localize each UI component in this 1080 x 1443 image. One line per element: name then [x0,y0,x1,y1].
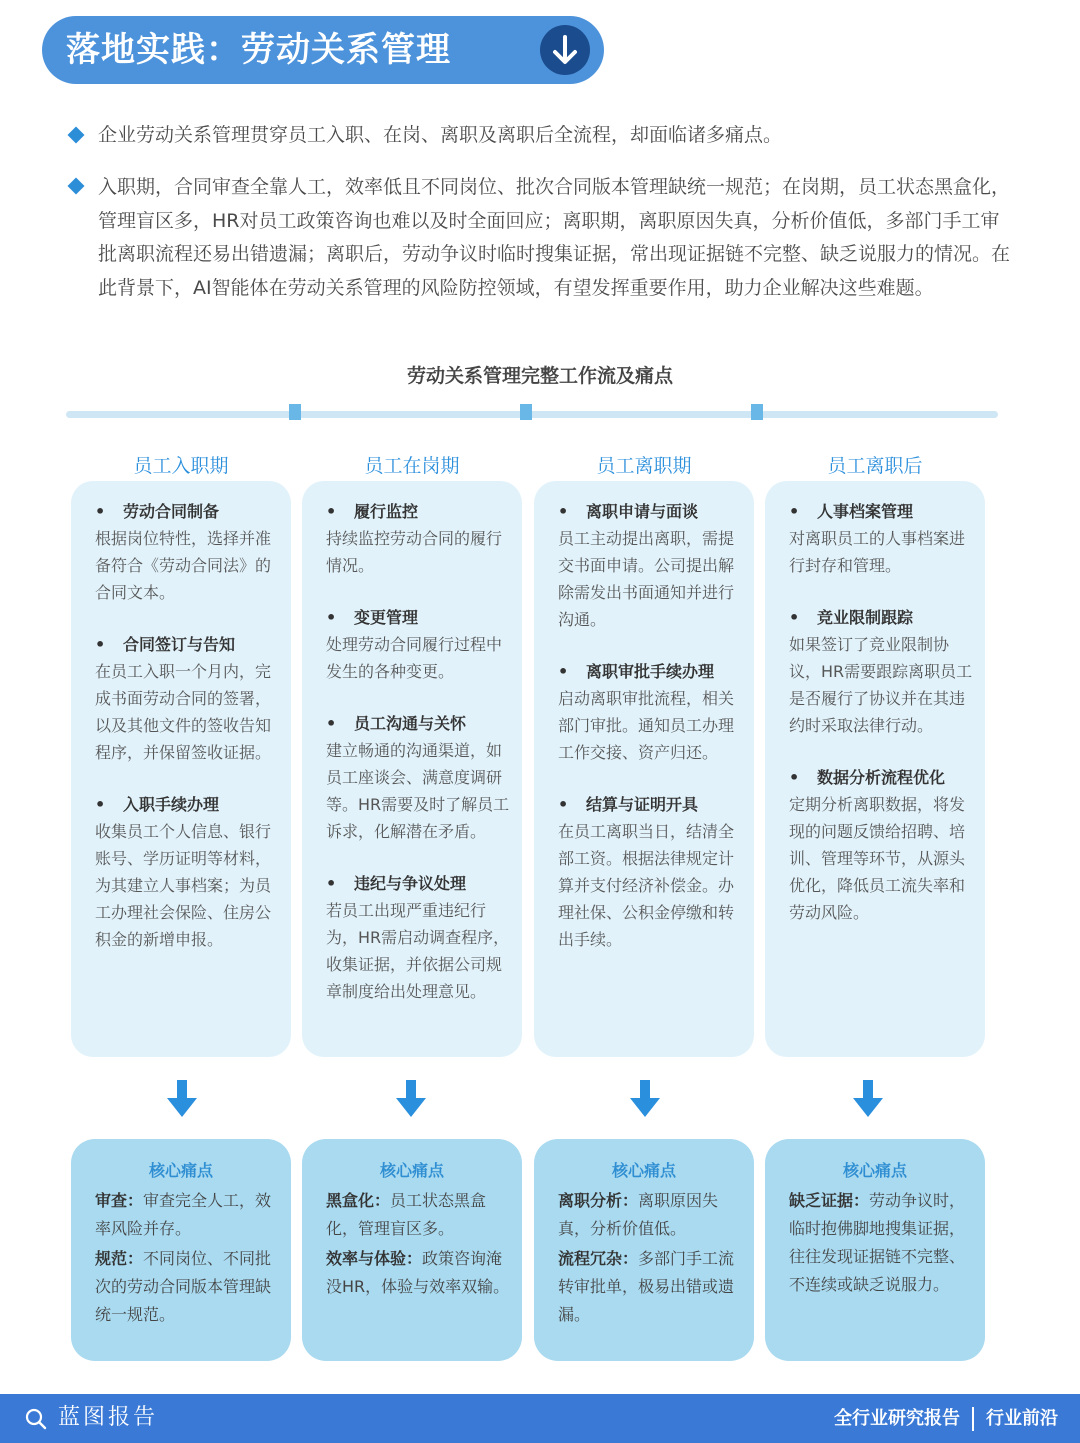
pain-title: 核心痛点 [148,1161,213,1180]
item-body: 在员工入职一个月内，完成书面劳动合同的签署，以及其他文件的签收告知程序，并保留签收证据。 [95,662,272,762]
pain-label: 审查： [95,1191,144,1210]
bullet-diamond-icon [68,127,85,144]
timeline-marker [751,404,763,420]
pain-card-on-duty [302,1139,522,1361]
pain-label: 流程冗杂： [558,1249,639,1268]
item-body: 建立畅通的沟通渠道，如员工座谈会、满意度调研等。HR需要及时了解员工诉求，化解潜在矛盾。 [326,741,510,841]
arrow-down-icon [851,1080,885,1118]
pain-text: 员工状态黑盒化，管理盲区多。 [326,1191,487,1238]
workflow-item [558,499,744,633]
item-title: 入职手续办理 [123,795,220,814]
footer-bar [0,1394,1080,1443]
bullet-dot-icon: • [326,502,337,521]
footer-tagline [834,1404,1058,1434]
pain-row [789,1187,973,1299]
workflow-item [326,871,512,1005]
intro-paragraph-1: 企业劳动关系管理贯穿员工入职、在岗、离职及离职后全流程，却面临诸多痛点。 [98,124,783,146]
item-title: 结算与证明开具 [586,795,699,814]
bullet-dot-icon: • [95,502,106,521]
timeline-bar [66,411,998,418]
bullet-dot-icon: • [326,714,337,733]
workflow-item [326,711,512,845]
item-title: 变更管理 [354,608,419,627]
timeline-marker [289,404,301,420]
stage-title-resignation: 员工离职期 [596,455,692,477]
pain-label: 规范： [95,1249,144,1268]
stage-title-post-resignation: 员工离职后 [827,455,923,477]
pain-row [326,1187,510,1243]
search-icon[interactable] [25,1408,47,1430]
item-title: 离职申请与面谈 [586,502,699,521]
pain-row [326,1245,510,1301]
item-title: 履行监控 [354,502,419,521]
item-body: 如果签订了竞业限制协议，HR需要跟踪离职员工是否履行了协议并在其违约时采取法律行动。 [789,635,973,735]
item-body: 员工主动提出离职，需提交书面申请。公司提出解除需发出书面通知并进行沟通。 [558,529,735,629]
workflow-item [789,499,975,579]
item-body: 处理劳动合同履行过程中发生的各种变更。 [326,635,503,681]
stage-card-post-resignation [765,481,985,1057]
item-title: 劳动合同制备 [123,502,220,521]
workflow-item [789,605,975,739]
pain-title: 核心痛点 [611,1161,676,1180]
stage-title-on-duty: 员工在岗期 [364,455,460,477]
pain-text: 劳动争议时，临时抱佛脚地搜集证据，往往发现证据链不完整、不连续或缺乏说服力。 [789,1191,966,1294]
bullet-dot-icon: • [326,608,337,627]
item-body: 根据岗位特性，选择并准备符合《劳动合同法》的合同文本。 [95,529,272,602]
bullet-dot-icon: • [789,502,800,521]
item-body: 持续监控劳动合同的履行情况。 [326,529,503,575]
diagram-title: 劳动关系管理完整工作流及痛点 [406,365,673,387]
stage-card-resignation [534,481,754,1057]
pain-card-resignation [534,1139,754,1361]
bullet-diamond-icon [68,178,85,195]
footer-tagline-left: 全行业研究报告 [834,1408,960,1429]
pain-text: 不同岗位、不同批次的劳动合同版本管理缺统一规范。 [95,1249,272,1324]
timeline-marker [520,404,532,420]
pain-text: 政策咨询淹没HR，体验与效率双输。 [326,1249,510,1296]
pain-text: 离职原因失真，分析价值低。 [558,1191,719,1238]
pain-text: 审查完全人工，效率风险并存。 [95,1191,272,1238]
footer-brand: 蓝图报告 [58,1405,159,1430]
page-title: 落地实践：劳动关系管理 [66,30,451,70]
item-title: 离职审批手续办理 [586,662,715,681]
bullet-dot-icon: • [95,795,106,814]
bullet-dot-icon: • [558,795,569,814]
pain-label: 效率与体验： [326,1249,423,1268]
pain-text: 多部门手工流转审批单，极易出错或遗漏。 [558,1249,735,1324]
workflow-item [95,499,281,606]
intro-paragraph-2: 入职期，合同审查全靠人工，效率低且不同岗位、批次合同版本管理缺统一规范；在岗期，员工状态黑盒化，管理盲区多，HR对员工政策咨询也难以及时全面回应；离职期，离职原因失真，分析价值低，多部门手工审批离职流程还易出错遗漏；离职后，劳动争议时临时搜集证据，常出现证据链不完整、缺乏说服力的情况。在此背景下，AI智能体在劳动关系管理的风险防控领域，有望发挥重要作用，助力企业解决这些难题。 [98,176,1011,299]
item-body: 收集员工个人信息、银行账号、学历证明等材料，为其建立人事档案；为员工办理社会保险、住房公积金的新增申报。 [95,822,272,949]
workflow-item [95,792,281,953]
bullet-dot-icon: • [558,662,569,681]
pain-title: 核心痛点 [379,1161,444,1180]
item-body: 若员工出现严重违纪行为，HR需启动调查程序，收集证据，并依据公司规章制度给出处理意见。 [326,901,510,1001]
item-title: 竞业限制跟踪 [817,608,914,627]
pain-card-onboarding [71,1139,291,1361]
workflow-item [95,632,281,766]
item-title: 数据分析流程优化 [817,768,946,787]
pain-title: 核心痛点 [842,1161,907,1180]
item-title: 员工沟通与关怀 [354,714,467,733]
pain-label: 黑盒化： [326,1191,391,1210]
pain-label: 离职分析： [558,1191,639,1210]
download-arrow-icon[interactable] [540,25,590,75]
workflow-item [789,765,975,926]
stage-card-on-duty [302,481,522,1057]
bullet-dot-icon: • [789,608,800,627]
bullet-dot-icon: • [558,502,569,521]
item-title: 合同签订与告知 [123,635,236,654]
item-body: 对离职员工的人事档案进行封存和管理。 [789,529,966,575]
workflow-item [326,605,512,685]
pain-row [558,1187,742,1243]
stage-title-onboarding: 员工入职期 [133,455,229,477]
item-body: 在员工离职当日，结清全部工资。根据法律规定计算并支付经济补偿金。办理社保、公积金停缴和转出手续。 [558,822,735,949]
item-body: 启动离职审批流程，相关部门审批。通知员工办理工作交接、资产归还。 [558,689,735,762]
arrow-down-icon [628,1080,662,1118]
item-body: 定期分析离职数据，将发现的问题反馈给招聘、培训、管理等环节，从源头优化，降低员工流失率和劳动风险。 [789,795,966,922]
pain-row [95,1245,279,1329]
footer-divider [972,1407,974,1431]
pain-card-post-resignation [765,1139,985,1361]
pain-row [95,1187,279,1243]
bullet-dot-icon: • [789,768,800,787]
arrow-down-icon [165,1080,199,1118]
bullet-dot-icon: • [95,635,106,654]
item-title: 违纪与争议处理 [354,874,467,893]
workflow-item [326,499,512,579]
stage-card-onboarding [71,481,291,1057]
footer-tagline-right: 行业前沿 [986,1408,1058,1429]
bullet-dot-icon: • [326,874,337,893]
pain-row [558,1245,742,1329]
item-title: 人事档案管理 [817,502,914,521]
workflow-item [558,659,744,766]
arrow-down-icon [394,1080,428,1118]
section-title-banner [42,16,604,84]
workflow-item [558,792,744,953]
pain-label: 缺乏证据： [789,1191,870,1210]
